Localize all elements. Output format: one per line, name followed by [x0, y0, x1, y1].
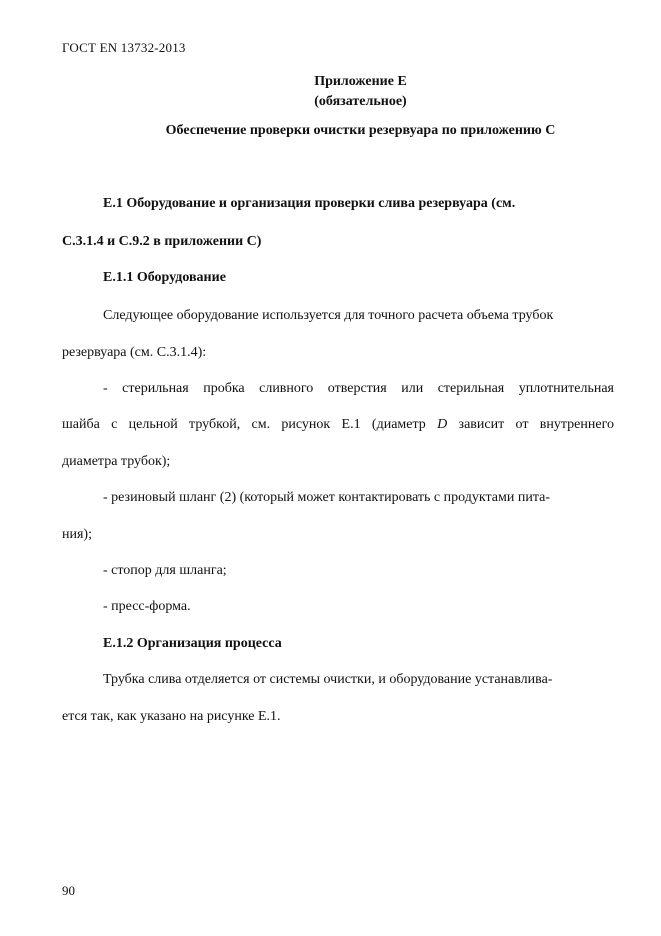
- item1-line2-before: шайба с цельной трубкой, см. рисунок Е.1 (диаметр: [62, 417, 438, 432]
- item1-line3: диаметра трубок);: [62, 454, 171, 469]
- item1-line2: [62, 415, 614, 435]
- item1-line1: - стерильная пробка сливного отверстия или стерильная уплотнительная: [103, 381, 614, 396]
- diameter-variable: D: [437, 417, 448, 432]
- item4: - пресс-форма.: [103, 599, 191, 614]
- item2-line2: ния);: [62, 527, 92, 542]
- section-e12-heading: Е.1.2 Организация процесса: [103, 636, 282, 651]
- standard-code: ГОСТ EN 13732-2013: [62, 40, 186, 55]
- intro-line2: резервуара (см. С.3.1.4):: [62, 345, 207, 360]
- section-e11-heading: Е.1.1 Оборудование: [103, 270, 226, 285]
- e12-text-line2: ется так, как указано на рисунке Е.1.: [62, 709, 281, 724]
- item3: - стопор для шланга;: [103, 563, 227, 578]
- appendix-title: Приложение Е: [314, 74, 407, 89]
- section-e1-heading-line1: Е.1 Оборудование и организация проверки слива резервуара (см.: [103, 196, 516, 211]
- e12-text-line1: Трубка слива отделяется от системы очистки, и оборудование устанавлива-: [103, 672, 553, 687]
- appendix-status: (обязательное): [314, 94, 407, 109]
- item2-line1: - резиновый шланг (2) (который может контактировать с продуктами пита-: [103, 490, 550, 505]
- intro-line1: Следующее оборудование используется для точного расчета объема трубок: [103, 308, 554, 323]
- page-number: 90: [62, 883, 75, 898]
- section-e1-heading-line2: С.3.1.4 и С.9.2 в приложении С): [62, 234, 262, 249]
- appendix-heading: Обеспечение проверки очистки резервуара по приложению С: [165, 123, 556, 138]
- item1-line2-after: зависит от внутреннего: [447, 417, 614, 432]
